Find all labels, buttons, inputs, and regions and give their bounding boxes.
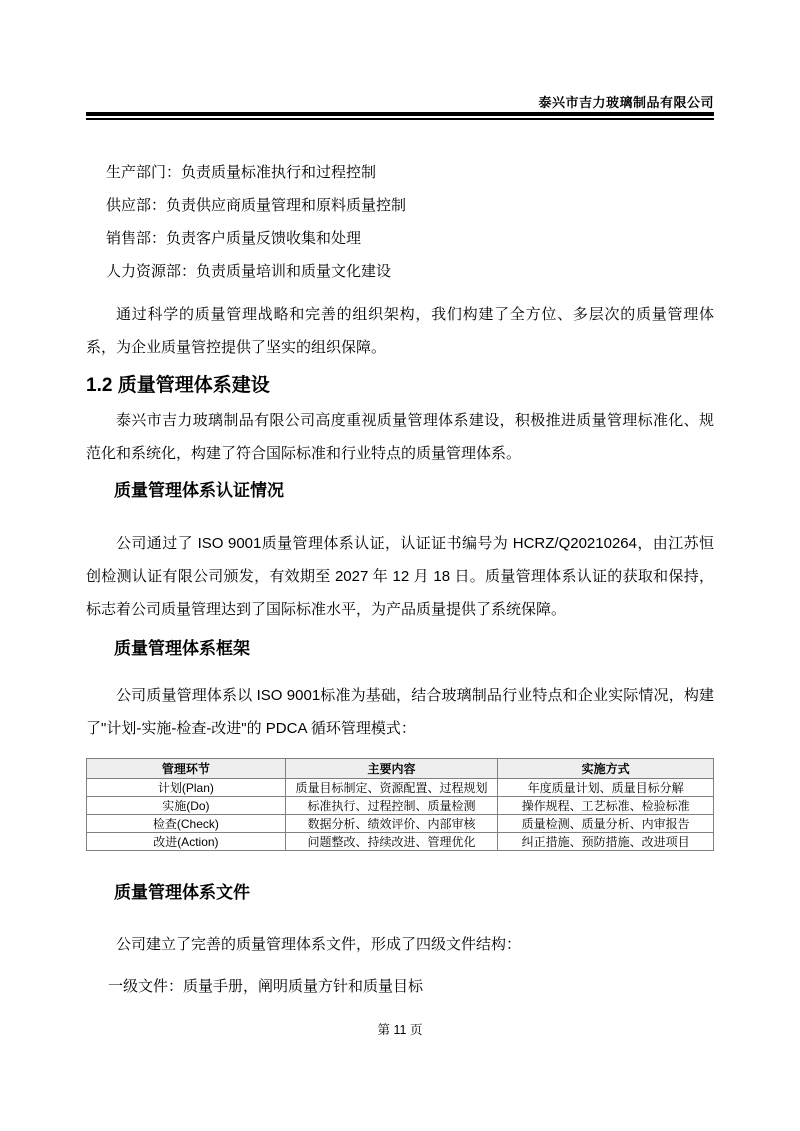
department-list [86,156,714,288]
section-heading-1-2: 1.2 质量管理体系建设 [86,375,270,396]
dept-list-item: 人力资源部：负责质量培训和质量文化建设 [106,263,392,280]
table-cell: 年度质量计划、质量目标分解 [498,779,714,797]
page-number: 第 11 页 [377,1023,423,1037]
header-rule [86,112,714,120]
table-cell: 检查(Check) [87,815,286,833]
table-row [87,779,714,797]
table-header-cell: 管理环节 [87,759,286,779]
table-cell: 标准执行、过程控制、质量检测 [285,797,498,815]
section-lead-paragraph: 泰兴市吉力玻璃制品有限公司高度重视质量管理体系建设，积极推进质量管理标准化、规范化和系统化，构建了符合国际标准和行业特点的质量管理体系。 [86,412,714,462]
table-row [87,815,714,833]
table-row [87,797,714,815]
table-cell: 实施(Do) [87,797,286,815]
table-cell: 操作规程、工艺标准、检验标准 [498,797,714,815]
table-cell: 纠正措施、预防措施、改进项目 [498,833,714,851]
subsection-heading-certification: 质量管理体系认证情况 [114,481,284,500]
dept-list-item: 生产部门：负责质量标准执行和过程控制 [106,164,377,181]
dept-list-item: 供应部：负责供应商质量管理和原料质量控制 [106,197,407,214]
table-header-cell: 主要内容 [285,759,498,779]
table-header-cell: 实施方式 [498,759,714,779]
framework-paragraph: 公司质量管理体系以 ISO 9001标准为基础，结合玻璃制品行业特点和企业实际情况，构建了"计划-实施-检查-改进"的 PDCA 循环管理模式： [86,687,714,737]
table-cell: 改进(Action) [87,833,286,851]
dept-list-item: 销售部：负责客户质量反馈收集和处理 [106,230,362,247]
table-row [87,833,714,851]
certification-paragraph: 公司通过了 ISO 9001质量管理体系认证，认证证书编号为 HCRZ/Q20210264，由江苏恒创检测认证有限公司颁发，有效期至 2027 年 12 月 18 日。质量管理体系认证的获取和保持，标志着公司质量管理达到了国际标准水平，为产品质量提供了系统保障。 [86,535,714,618]
document-level-1-line: 一级文件：质量手册，阐明质量方针和质量目标 [108,978,424,995]
intro-paragraph: 通过科学的质量管理战略和完善的组织架构，我们构建了全方位、多层次的质量管理体系，为企业质量管控提供了坚实的组织保障。 [86,306,714,356]
table-cell: 质量检测、质量分析、内审报告 [498,815,714,833]
table-header-row [87,759,714,779]
table-cell: 数据分析、绩效评价、内部审核 [285,815,498,833]
table-cell: 质量目标制定、资源配置、过程规划 [285,779,498,797]
table-cell: 计划(Plan) [87,779,286,797]
pdca-table [86,758,714,851]
subsection-heading-documents: 质量管理体系文件 [114,883,250,902]
table-cell: 问题整改、持续改进、管理优化 [285,833,498,851]
documents-paragraph: 公司建立了完善的质量管理体系文件，形成了四级文件结构： [116,936,522,953]
subsection-heading-framework: 质量管理体系框架 [114,639,250,658]
header-company-name: 泰兴市吉力玻璃制品有限公司 [538,95,714,110]
